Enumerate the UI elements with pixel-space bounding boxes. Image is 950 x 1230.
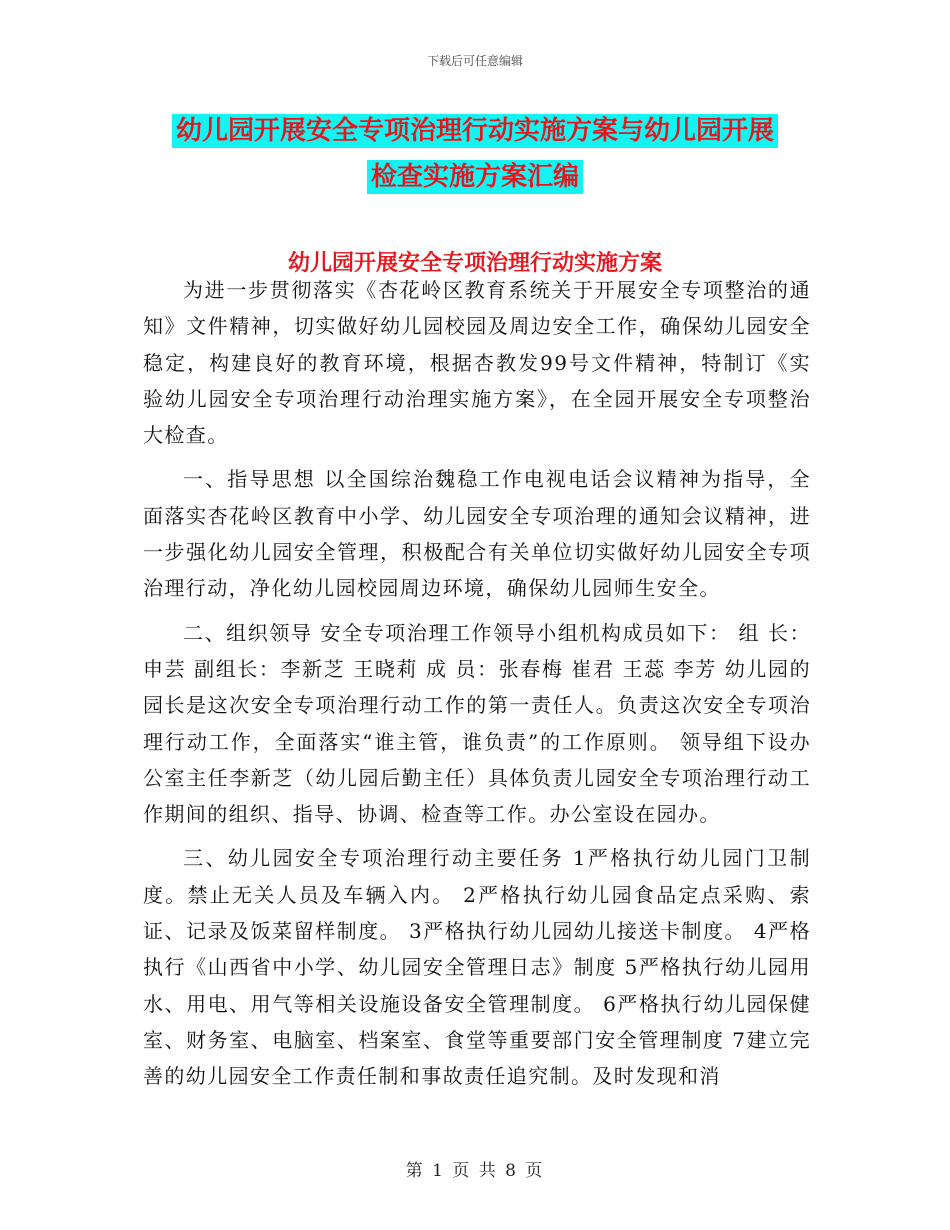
page-number: 第 1 页 共 8 页 xyxy=(405,1161,545,1181)
document-title-line-1: 幼儿园开展安全专项治理行动实施方案与幼儿园开展 xyxy=(172,114,778,148)
document-title-line-2: 检查实施方案汇编 xyxy=(367,160,583,194)
download-note: 下载后可任意编辑 xyxy=(426,54,523,68)
paragraph-main-tasks: 三、幼儿园安全专项治理行动主要任务 1严格执行幼儿园门卫制度。禁止无关人员及车辆入内。 2严格执行幼儿园食品定点采购、索证、记录及饭菜留样制度。 3严格执行幼儿园幼儿接送卡制度。 4严格执行《山西省中小学、幼儿园安全管理日志》制度 5严格执行幼儿园用水、用电、用气等相关设施设备安全管理制度。 6严格执行幼儿园保健室、财务室、电脑室、档案室、食堂等重要部门安全管理制度 7建立完善的幼儿园安全工作责任制和事故责任追究制。及时发现和消 xyxy=(143,846,811,1089)
document-title xyxy=(0,108,950,200)
paragraph-organization: 二、组织领导 安全专项治理工作领导小组机构成员如下： 组 长：申芸 副组长：李新芝 王晓莉 成 员：张春梅 崔君 王蕊 李芳 幼儿园的园长是这次安全专项治理行动工作的第一责任人。负责这次安全专项治理行动工作，全面落实“谁主管，谁负责”的工作原则。 领导组下设办公室主任李新芝（幼儿园后勤主任）具体负责儿园安全专项治理行动工作期间的组织、指导、协调、检查等工作。办公室设在园办。 xyxy=(143,620,811,827)
paragraph-guiding-ideology: 一、指导思想 以全国综治魏稳工作电视电话会议精神为指导，全面落实杏花岭区教育中小学、幼儿园安全专项治理的通知会议精神，进一步强化幼儿园安全管理，积极配合有关单位切实做好幼儿园安全专项治理行动，净化幼儿园校园周边环境，确保幼儿园师生安全。 xyxy=(143,467,811,601)
paragraph-intro: 为进一步贯彻落实《杏花岭区教育系统关于开展安全专项整治的通知》文件精神，切实做好幼儿园校园及周边安全工作，确保幼儿园安全稳定，构建良好的教育环境，根据杏教发99号文件精神，特制订《实验幼儿园安全专项治理行动治理实施方案》，在全园开展安全专项整治大检查。 xyxy=(143,278,811,448)
document-body xyxy=(143,272,811,1095)
section-title: 幼儿园开展安全专项治理行动实施方案 xyxy=(287,251,662,276)
